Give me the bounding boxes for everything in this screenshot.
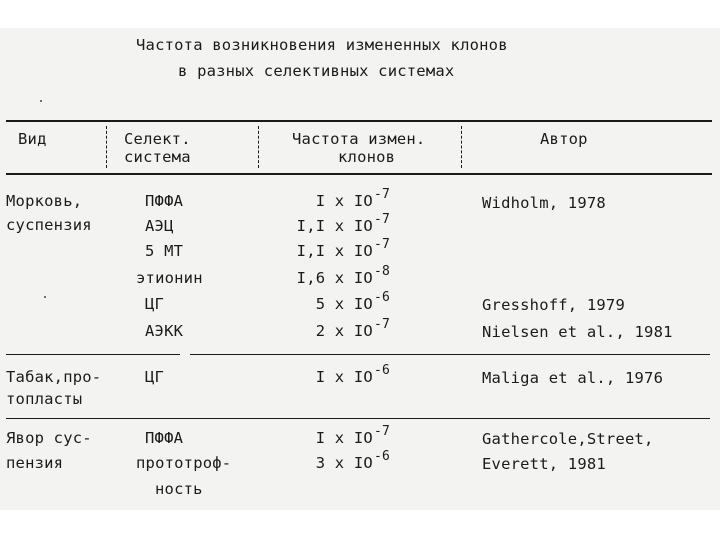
frequency-cell: 3 x $IO^{-6}$ (315, 449, 390, 472)
system-cell: АЭКК (145, 322, 184, 340)
speck (44, 296, 46, 298)
table-title-line2: в разных селективных системах (178, 62, 455, 80)
frequency-cell: 2 x $IO^{-7}$ (315, 317, 390, 340)
frequency-cell: I x $IO^{-6}$ (315, 363, 390, 386)
species-label: суспензия (6, 216, 92, 234)
species-label: Морковь, (6, 192, 83, 210)
document-page (0, 28, 720, 510)
frequency-cell: I x $IO^{-7}$ (315, 424, 390, 447)
system-cell: АЭЦ (145, 217, 174, 235)
header-frequency-line2: клонов (338, 148, 396, 166)
system-cell: ность (155, 480, 203, 498)
header-author: Автор (540, 130, 588, 148)
author-cell: Nielsen et al., 1981 (482, 323, 673, 341)
author-cell: Everett, 1981 (482, 455, 606, 473)
system-cell: этионин (136, 269, 203, 287)
header-bottom-rule (6, 173, 712, 175)
header-system-line2: система (124, 148, 191, 166)
speck (40, 100, 42, 102)
column-separator (258, 126, 259, 168)
author-cell: Widholm, 1978 (482, 194, 606, 212)
author-cell: Gathercole,Street, (482, 430, 654, 448)
species-label: Табак,про- (6, 368, 102, 386)
frequency-cell: 5 x $IO^{-6}$ (315, 290, 390, 313)
group-separator-left (6, 354, 180, 355)
group-separator (6, 418, 710, 419)
column-separator (461, 126, 462, 168)
species-label: топласты (6, 390, 83, 408)
species-label: пензия (6, 454, 64, 472)
system-cell: ПФФА (145, 192, 184, 210)
system-cell: ПФФА (145, 429, 184, 447)
table-title-line1: Частота возникновения измененных клонов (136, 36, 508, 54)
header-top-rule (6, 120, 712, 122)
frequency-cell: I,I x $IO^{-7}$ (296, 212, 390, 235)
group-separator-right (190, 354, 710, 355)
species-label: Явор сус- (6, 429, 92, 447)
frequency-cell: I,I x $IO^{-7}$ (296, 237, 390, 260)
frequency-cell: I,6 x $IO^{-8}$ (296, 264, 390, 287)
header-species: Вид (18, 130, 47, 148)
column-separator (106, 126, 107, 168)
author-cell: Gresshoff, 1979 (482, 296, 625, 314)
system-cell: ЦГ (145, 368, 165, 386)
system-cell: ЦГ (145, 295, 165, 313)
system-cell: прототроф- (136, 454, 232, 472)
header-frequency-line1: Частота измен. (292, 130, 426, 148)
author-cell: Maliga et al., 1976 (482, 369, 664, 387)
header-system-line1: Селект. (124, 130, 191, 148)
frequency-cell: I x $IO^{-7}$ (315, 187, 390, 210)
system-cell: 5 МТ (145, 242, 184, 260)
